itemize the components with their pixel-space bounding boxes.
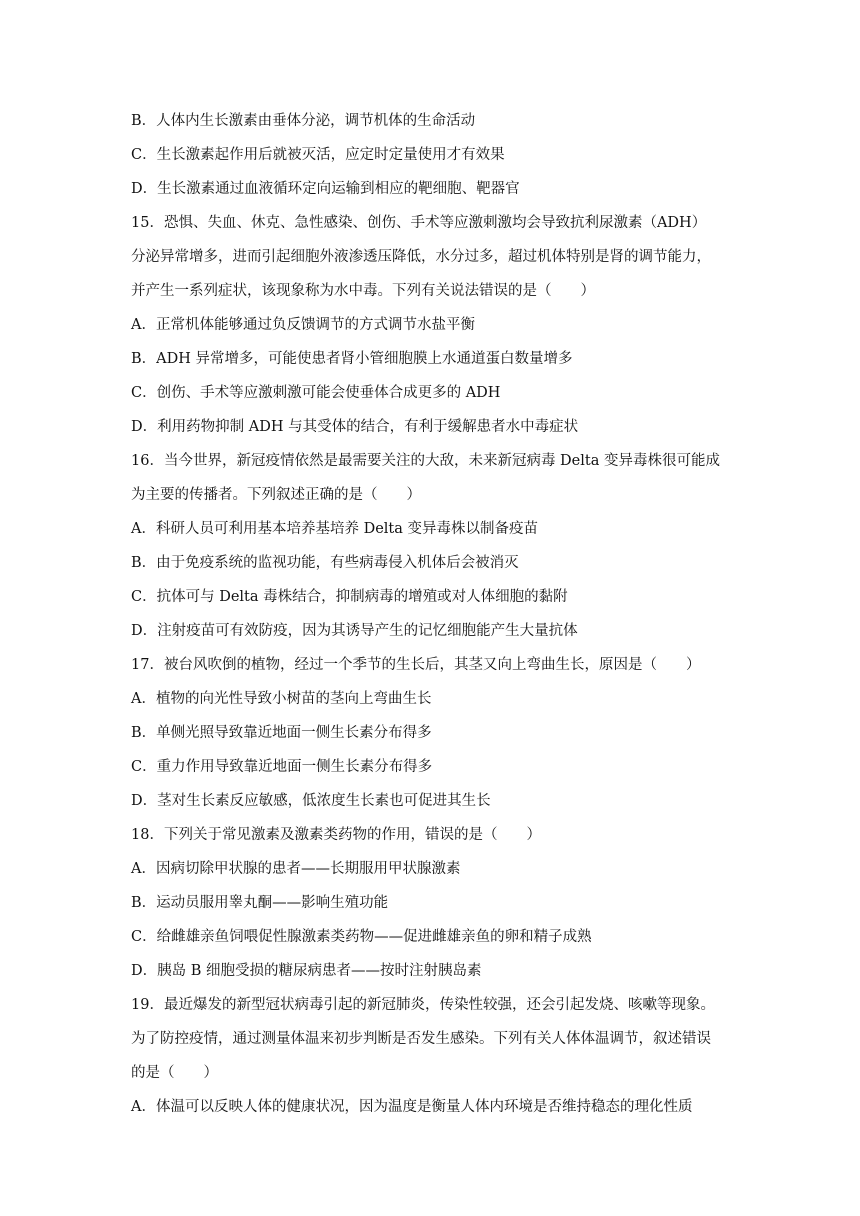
question-15-line-1: 15．恐惧、失血、休克、急性感染、创伤、手术等应激刺激均会导致抗利尿激素（ADH） xyxy=(131,215,707,231)
option-d-q16: D．注射疫苗可有效防疫，因为其诱导产生的记忆细胞能产生大量抗体 xyxy=(131,623,578,639)
question-19-line-1: 19．最近爆发的新型冠状病毒引起的新冠肺炎，传染性较强，还会引起发烧、咳嗽等现象。 xyxy=(131,997,715,1013)
question-15-line-3: 并产生一系列症状，该现象称为水中毒。下列有关说法错误的是（ ） xyxy=(131,283,595,299)
option-a-q19: A．体温可以反映人体的健康状况，因为温度是衡量人体内环境是否维持稳态的理化性质 xyxy=(131,1099,693,1115)
option-a-q16: A．科研人员可利用基本培养基培养 Delta 变异毒株以制备疫苗 xyxy=(131,521,539,537)
option-d-q14: D．生长激素通过血液循环定向运输到相应的靶细胞、靶器官 xyxy=(131,181,520,197)
option-a-q18: A．因病切除甲状腺的患者——长期服用甲状腺激素 xyxy=(131,861,461,877)
option-c-q18: C．给雌雄亲鱼饲喂促性腺激素类药物——促进雌雄亲鱼的卵和精子成熟 xyxy=(131,929,592,945)
option-b-q14: B．人体内生长激素由垂体分泌，调节机体的生命活动 xyxy=(131,113,476,129)
option-b-q18: B．运动员服用睾丸酮——影响生殖功能 xyxy=(131,895,389,911)
option-b-q16: B．由于免疫系统的监视功能，有些病毒侵入机体后会被消灭 xyxy=(131,555,519,571)
option-c-q17: C．重力作用导致靠近地面一侧生长素分布得多 xyxy=(131,759,433,775)
option-d-q18: D．胰岛 B 细胞受损的糖尿病患者——按时注射胰岛素 xyxy=(131,963,482,979)
option-d-q17: D．茎对生长素反应敏感，低浓度生长素也可促进其生长 xyxy=(131,793,491,809)
question-16-line-1: 16．当今世界，新冠疫情依然是最需要关注的大敌，未来新冠病毒 Delta 变异毒株很可能成 xyxy=(131,453,720,469)
question-17: 17．被台风吹倒的植物，经过一个季节的生长后，其茎又向上弯曲生长，原因是（ ） xyxy=(131,657,701,673)
option-c-q16: C．抗体可与 Delta 毒株结合，抑制病毒的增殖或对人体细胞的黏附 xyxy=(131,589,568,605)
option-c-q15: C．创伤、手术等应激刺激可能会使垂体合成更多的 ADH xyxy=(131,385,501,401)
question-16-line-2: 为主要的传播者。下列叙述正确的是（ ） xyxy=(131,487,421,503)
option-b-q17: B．单侧光照导致靠近地面一侧生长素分布得多 xyxy=(131,725,432,741)
option-b-q15: B．ADH 异常增多，可能使患者肾小管细胞膜上水通道蛋白数量增多 xyxy=(131,351,573,367)
question-18: 18．下列关于常见激素及激素类药物的作用，错误的是（ ） xyxy=(131,827,541,843)
question-15-line-2: 分泌异常增多，进而引起细胞外液渗透压降低，水分过多，超过机体特别是肾的调节能力， xyxy=(131,249,711,265)
question-19-line-3: 的是（ ） xyxy=(131,1065,218,1081)
option-d-q15: D．利用药物抑制 ADH 与其受体的结合，有利于缓解患者水中毒症状 xyxy=(131,419,579,435)
option-c-q14: C．生长激素起作用后就被灭活，应定时定量使用才有效果 xyxy=(131,147,505,163)
question-19-line-2: 为了防控疫情，通过测量体温来初步判断是否发生感染。下列有关人体体温调节，叙述错误 xyxy=(131,1031,711,1047)
option-a-q17: A．植物的向光性导致小树苗的茎向上弯曲生长 xyxy=(131,691,432,707)
option-a-q15: A．正常机体能够通过负反馈调节的方式调节水盐平衡 xyxy=(131,317,475,333)
